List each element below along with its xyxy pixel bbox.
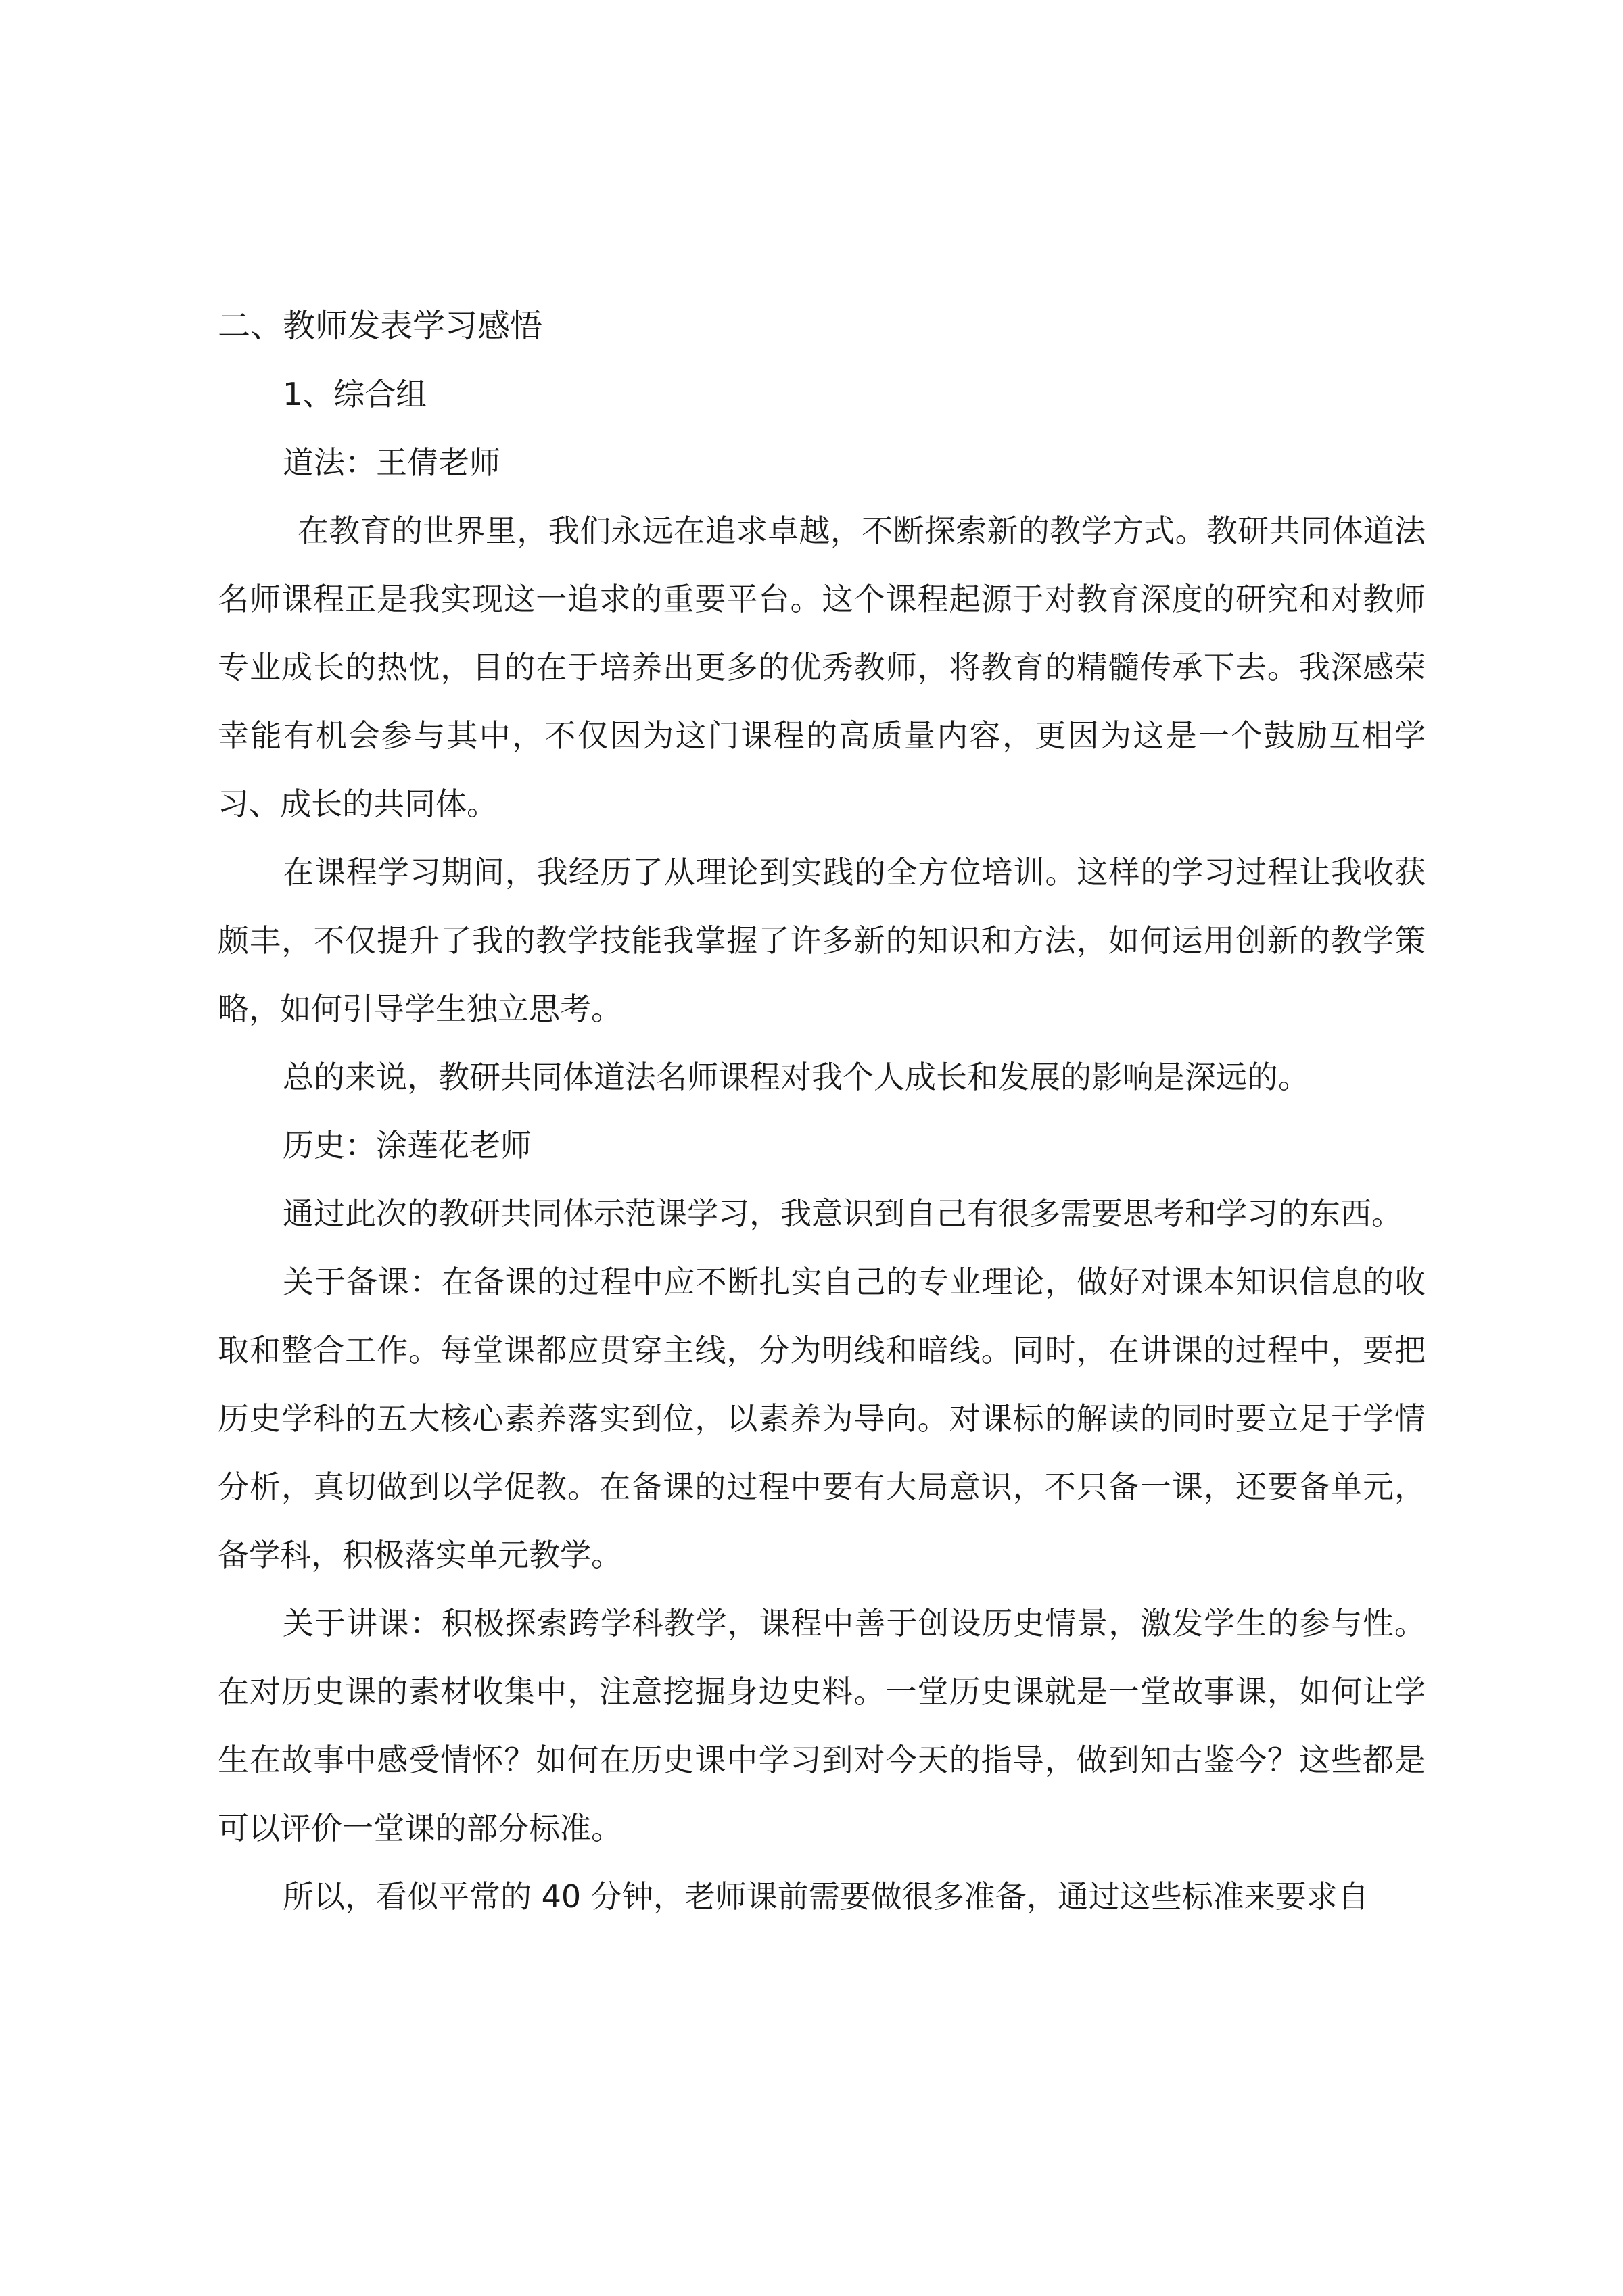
paragraph-7: 所以，看似平常的 40 分钟，老师课前需要做很多准备，通过这些标准来要求自 (283, 1878, 1369, 1915)
teacher-name-1: 道法：王倩老师 (283, 444, 500, 481)
document-page (218, 292, 1426, 1931)
paragraph-3: 总的来说，教研共同体道法名师课程对我个人成长和发展的影响是深远的。 (283, 1059, 1309, 1095)
paragraph-1: 在教育的世界里，我们永远在追求卓越，不断探索新的教学方式。教研共同体道法名师课程正是我实现这一追求的重要平台。这个课程起源于对教育深度的研究和对教师专业成长的热忱，目的在于培养出更多的优秀教师，将教育的精髓传承下去。我深感荣幸能有机会参与其中，不仅因为这门课程的高质量内容，更因为这是一个鼓励互相学习、成长的共同体。 (218, 512, 1426, 822)
paragraph-5: 关于备课：在备课的过程中应不断扎实自己的专业理论，做好对课本知识信息的收取和整合工作。每堂课都应贯穿主线，分为明线和暗线。同时，在讲课的过程中，要把历史学科的五大核心素养落实到位，以素养为导向。对课标的解读的同时要立足于学情分析，真切做到以学促教。在备课的过程中要有大局意识，不只备一课，还要备单元，备学科，积极落实单元教学。 (218, 1264, 1426, 1573)
paragraph-6: 关于讲课：积极探索跨学科教学，课程中善于创设历史情景，激发学生的参与性。在对历史课的素材收集中，注意挖掘身边史料。一堂历史课就是一堂故事课，如何让学生在故事中感受情怀？如何在历史课中学习到对今天的指导，做到知古鉴今？这些都是可以评价一堂课的部分标准。 (218, 1605, 1426, 1846)
teacher-name-2: 历史：涂莲花老师 (283, 1127, 532, 1164)
paragraph-4: 通过此次的教研共同体示范课学习，我意识到自己有很多需要思考和学习的东西。 (283, 1195, 1403, 1232)
section-heading: 二、教师发表学习感悟 (218, 307, 543, 345)
paragraph-2: 在课程学习期间，我经历了从理论到实践的全方位培训。这样的学习过程让我收获颇丰，不仅提升了我的教学技能我掌握了许多新的知识和方法，如何运用创新的教学策略，如何引导学生独立思考。 (218, 854, 1426, 1027)
subsection-heading: 1、综合组 (283, 376, 427, 412)
